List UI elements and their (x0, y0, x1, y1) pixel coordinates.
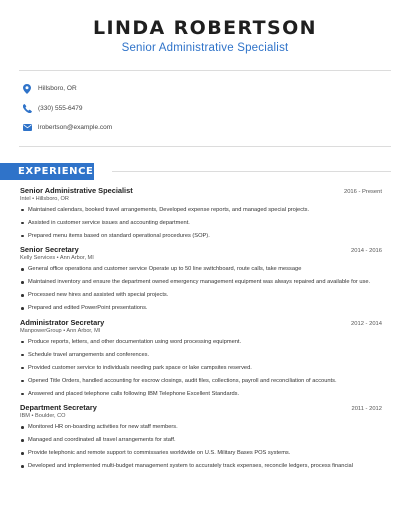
job-bullet: Maintained inventory and ensure the department owned emergency management equipment was always repaired and available for use. (20, 278, 382, 287)
email-icon (22, 123, 32, 133)
section-heading-experience: EXPERIENCE (0, 163, 94, 180)
job-dates: 2011 - 2012 (351, 406, 382, 412)
job-bullet: Processed new hires and assisted with special projects. (20, 291, 382, 300)
phone-icon (22, 103, 32, 113)
job-employer: Kelly Services • Ann Arbor, MI (20, 255, 94, 261)
candidate-name: LINDA ROBERTSON (93, 17, 317, 39)
job-bullet: Prepared menu items based on standard operational procedures (SOP). (20, 232, 382, 241)
job-entry (20, 245, 382, 313)
job-title: Senior Administrative Specialist (20, 185, 133, 195)
job-bullet: Provide telephonic and remote support to commissaries worldwide on U.S. Military Bases POS systems. (20, 449, 382, 458)
job-bullet: Provided customer service to individuals needing park space or lake campsites reserved. (20, 364, 382, 373)
job-entry (20, 403, 382, 471)
job-bullet: General office operations and customer service Operate up to 50 line switchboard, route calls, take message (20, 265, 382, 274)
job-bullet: Developed and implemented multi-budget management system to accurately track expenses, reconcile ledgers, process financial (20, 462, 382, 471)
job-header (20, 318, 382, 327)
job-bullet: Schedule travel arrangements and conferences. (20, 351, 382, 360)
job-bullets (20, 423, 382, 471)
job-header (20, 245, 382, 254)
job-bullet: Answered and placed telephone calls following IBM Telephone Excellent Standards. (20, 390, 382, 399)
resume-header (0, 0, 410, 54)
job-header (20, 186, 382, 195)
divider (19, 146, 391, 147)
job-bullet: Maintained calendars, booked travel arrangements, Developed expense reports, and managed special projects. (20, 206, 382, 215)
job-employer: Intel • Hillsboro, OR (20, 195, 69, 202)
job-bullet: Monitored HR on-boarding activities for new staff members. (20, 423, 382, 432)
job-dates: 2012 - 2014 (351, 320, 382, 327)
contact-email (22, 118, 410, 137)
job-bullet: Produce reports, letters, and other documentation using word processing equipment. (20, 338, 382, 347)
job-dates: 2016 - Present (343, 188, 382, 195)
job-employer: IBM • Boulder, CO (20, 413, 66, 419)
job-bullet: Assisted in customer service issues and accounting department. (20, 219, 382, 228)
job-dates: 2014 - 2016 (351, 248, 382, 254)
job-header (20, 403, 382, 412)
experience-list (0, 172, 410, 471)
job-bullets (20, 338, 382, 399)
job-entry (20, 186, 382, 241)
job-title: Administrator Secretary (20, 317, 105, 327)
job-title: Senior Secretary (20, 245, 79, 254)
contact-location (22, 79, 410, 98)
contact-list (0, 71, 410, 146)
contact-email-text: lrobertson@example.com (38, 124, 113, 131)
job-entry (20, 318, 382, 399)
location-pin-icon (22, 84, 32, 94)
contact-phone-text: (330) 555-6479 (38, 104, 83, 112)
job-bullet: Managed and coordinated all travel arrangements for staff. (20, 436, 382, 445)
job-employer: ManpowerGroup • Ann Arbor, MI (20, 327, 101, 334)
job-title: Department Secretary (20, 403, 97, 412)
candidate-title: Senior Administrative Specialist (121, 42, 289, 54)
job-bullets (20, 206, 382, 241)
job-bullet: Prepared and edited PowerPoint presentations. (20, 304, 382, 313)
contact-location-text: Hillsboro, OR (38, 85, 77, 92)
job-bullets (20, 265, 382, 313)
contact-phone (22, 99, 410, 118)
job-bullet: Opened Title Orders, handled accounting for escrow closings, audit files, collections, payroll and reconciliation of accounts. (20, 377, 382, 386)
